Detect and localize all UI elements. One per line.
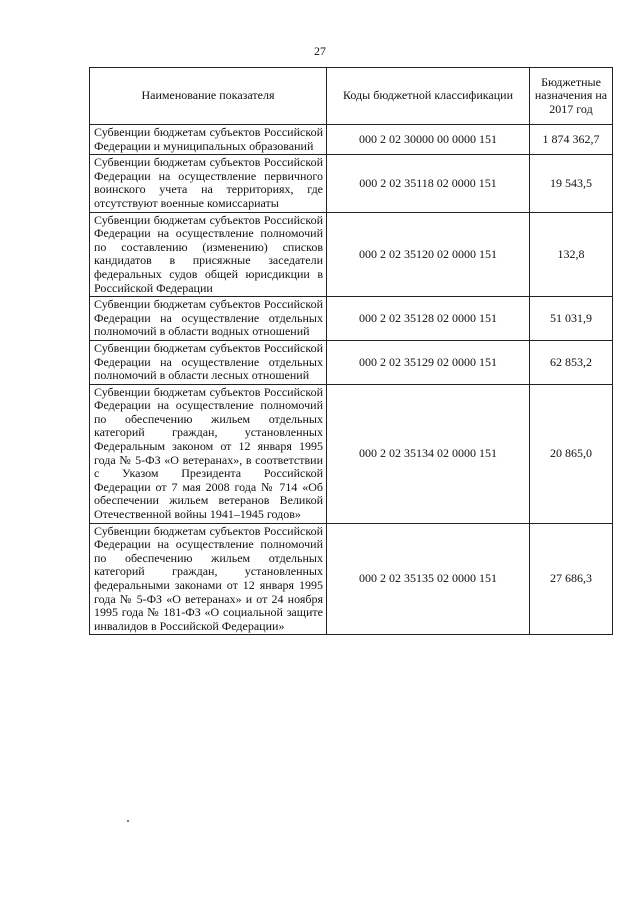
row-classification-code: 000 2 02 35129 02 0000 151	[327, 340, 530, 384]
table-header-row	[90, 68, 613, 125]
row-classification-code: 000 2 02 35118 02 0000 151	[327, 155, 530, 212]
row-budget-value: 1 874 362,7	[530, 125, 613, 155]
row-indicator-name: Субвенции бюджетам субъектов Российской Федерации на осуществление первичного воинского учета на территориях, где отсутствуют военные комиссариаты	[90, 155, 327, 212]
row-indicator-name: Субвенции бюджетам субъектов Российской Федерации на осуществление полномочий по обеспечению жильем отдельных категорий граждан, установленных Федеральным законом от 12 января 1995 года № 5-ФЗ «О ветеранах», в соответствии с Указом Президента Российской Федерации от 7 мая 2008 года № 714 «Об обеспечении жильем ветеранов Великой Отечественной войны 1941–1945 годов»	[90, 384, 327, 523]
row-indicator-name: Субвенции бюджетам субъектов Российской Федерации на осуществление отдельных полномочий в области водных отношений	[90, 297, 327, 341]
table-row	[90, 384, 613, 523]
row-budget-value: 20 865,0	[530, 384, 613, 523]
table-row	[90, 523, 613, 635]
row-classification-code: 000 2 02 35134 02 0000 151	[327, 384, 530, 523]
row-budget-value: 27 686,3	[530, 523, 613, 635]
header-budget-assignments: Бюджетные назначения на 2017 год	[530, 68, 613, 125]
header-classification-codes: Коды бюджетной классификации	[327, 68, 530, 125]
row-classification-code: 000 2 02 35120 02 0000 151	[327, 212, 530, 297]
row-indicator-name: Субвенции бюджетам субъектов Российской Федерации на осуществление полномочий по обеспечению жильем отдельных категорий граждан, установленных федеральными законами от 12 января 1995 года № 5-ФЗ «О ветеранах» и от 24 ноября 1995 года № 181-ФЗ «О социальной защите инвалидов в Российской Федерации»	[90, 523, 327, 635]
row-indicator-name: Субвенции бюджетам субъектов Российской Федерации на осуществление отдельных полномочий в области лесных отношений	[90, 340, 327, 384]
table-row	[90, 155, 613, 212]
scan-speck	[127, 820, 129, 822]
row-indicator-name: Субвенции бюджетам субъектов Российской Федерации на осуществление полномочий по составлению (изменению) списков кандидатов в присяжные заседатели федеральных судов общей юрисдикции в Российской Федерации	[90, 212, 327, 297]
budget-table	[89, 67, 613, 635]
table-row	[90, 297, 613, 341]
page-number: 27	[314, 44, 326, 58]
row-budget-value: 132,8	[530, 212, 613, 297]
row-indicator-name: Субвенции бюджетам субъектов Российской Федерации и муниципальных образований	[90, 125, 327, 155]
row-budget-value: 51 031,9	[530, 297, 613, 341]
table-row	[90, 340, 613, 384]
row-classification-code: 000 2 02 30000 00 0000 151	[327, 125, 530, 155]
row-classification-code: 000 2 02 35135 02 0000 151	[327, 523, 530, 635]
row-budget-value: 19 543,5	[530, 155, 613, 212]
header-indicator-name: Наименование показателя	[90, 68, 327, 125]
row-budget-value: 62 853,2	[530, 340, 613, 384]
table-row	[90, 125, 613, 155]
row-classification-code: 000 2 02 35128 02 0000 151	[327, 297, 530, 341]
table-row	[90, 212, 613, 297]
